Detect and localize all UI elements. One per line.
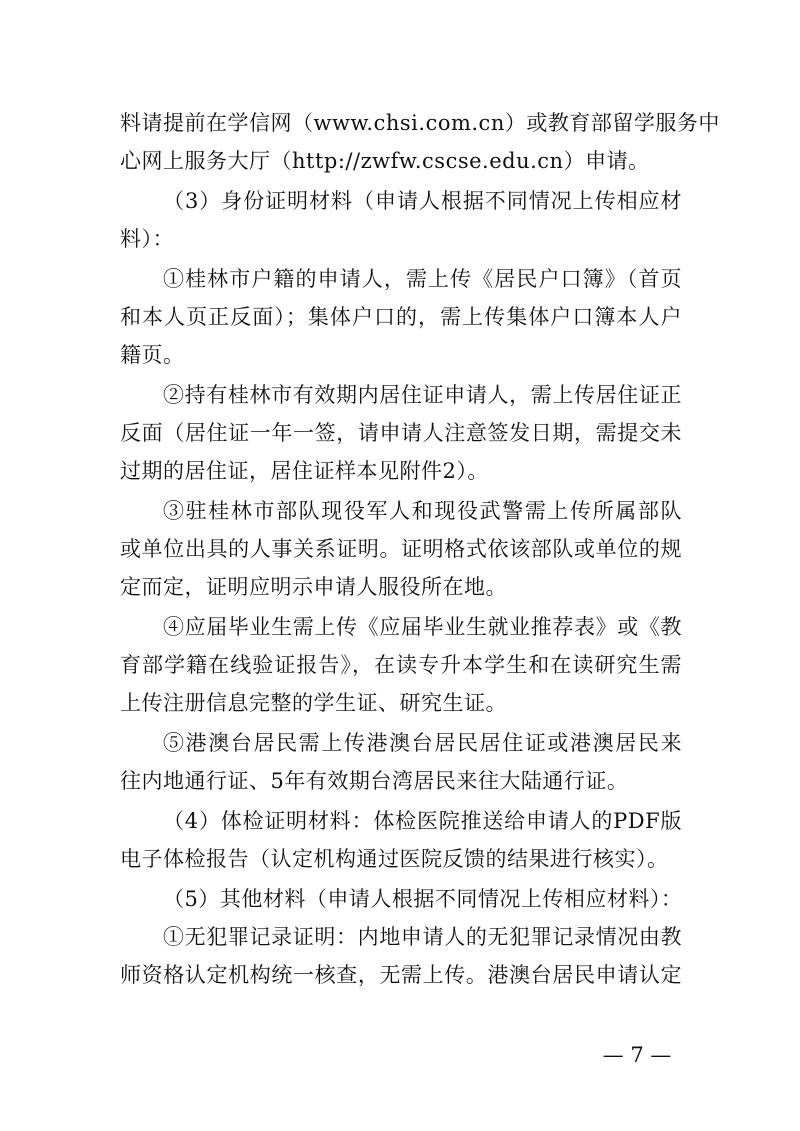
text-line: ①桂林市户籍的申请人，需上传《居民户口簿》（首页	[163, 267, 682, 291]
text-line: 过期的居住证，居住证样本见附件2）。	[120, 459, 489, 483]
text-line: 籍页。	[120, 343, 185, 367]
text-line: 反面（居住证一年一签，请申请人注意签发日期，需提交未	[120, 421, 682, 445]
text-line: 电子体检报告（认定机构通过医院反馈的结果进行核实）。	[120, 847, 669, 871]
text-line: 心网上服务大厅（http://zwfw.cscse.edu.cn）申请。	[120, 149, 650, 173]
text-line: 上传注册信息完整的学生证、研究生证。	[120, 691, 507, 715]
text-line: 育部学籍在线验证报告》，在读专升本学生和在读研究生需	[120, 653, 682, 677]
text-line: 师资格认定机构统一核查，无需上传。港澳台居民申请认定	[120, 963, 682, 987]
text-line: 定而定，证明应明示申请人服役所在地。	[120, 575, 507, 599]
text-line: 和本人页正反面）；集体户口的，需上传集体户口簿本人户	[120, 305, 682, 329]
text-line: 或单位出具的人事关系证明。证明格式依该部队或单位的规	[120, 537, 682, 561]
text-line: 往内地通行证、5年有效期台湾居民来往大陆通行证。	[120, 769, 629, 793]
text-line: ④应届毕业生需上传《应届毕业生就业推荐表》或《教	[163, 615, 682, 639]
text-line: ②持有桂林市有效期内居住证申请人，需上传居住证正	[163, 383, 682, 407]
text-line: 料）：	[120, 227, 174, 251]
text-line: 料请提前在学信网（www.chsi.com.cn）或教育部留学服务中	[120, 111, 720, 135]
text-line: （3）身份证明材料（申请人根据不同情况上传相应材	[163, 189, 682, 213]
text-line: ③驻桂林市部队现役军人和现役武警需上传所属部队	[163, 499, 682, 523]
text-line: ①无犯罪记录证明：内地申请人的无犯罪记录情况由教	[163, 925, 682, 949]
text-line: （4）体检证明材料：体检医院推送给申请人的PDF版	[163, 809, 682, 833]
text-line: ⑤港澳台居民需上传港澳台居民居住证或港澳居民来	[163, 731, 682, 755]
page-number: — 7 —	[602, 1043, 672, 1067]
text-line: （5）其他材料（申请人根据不同情况上传相应材料）：	[163, 887, 683, 911]
